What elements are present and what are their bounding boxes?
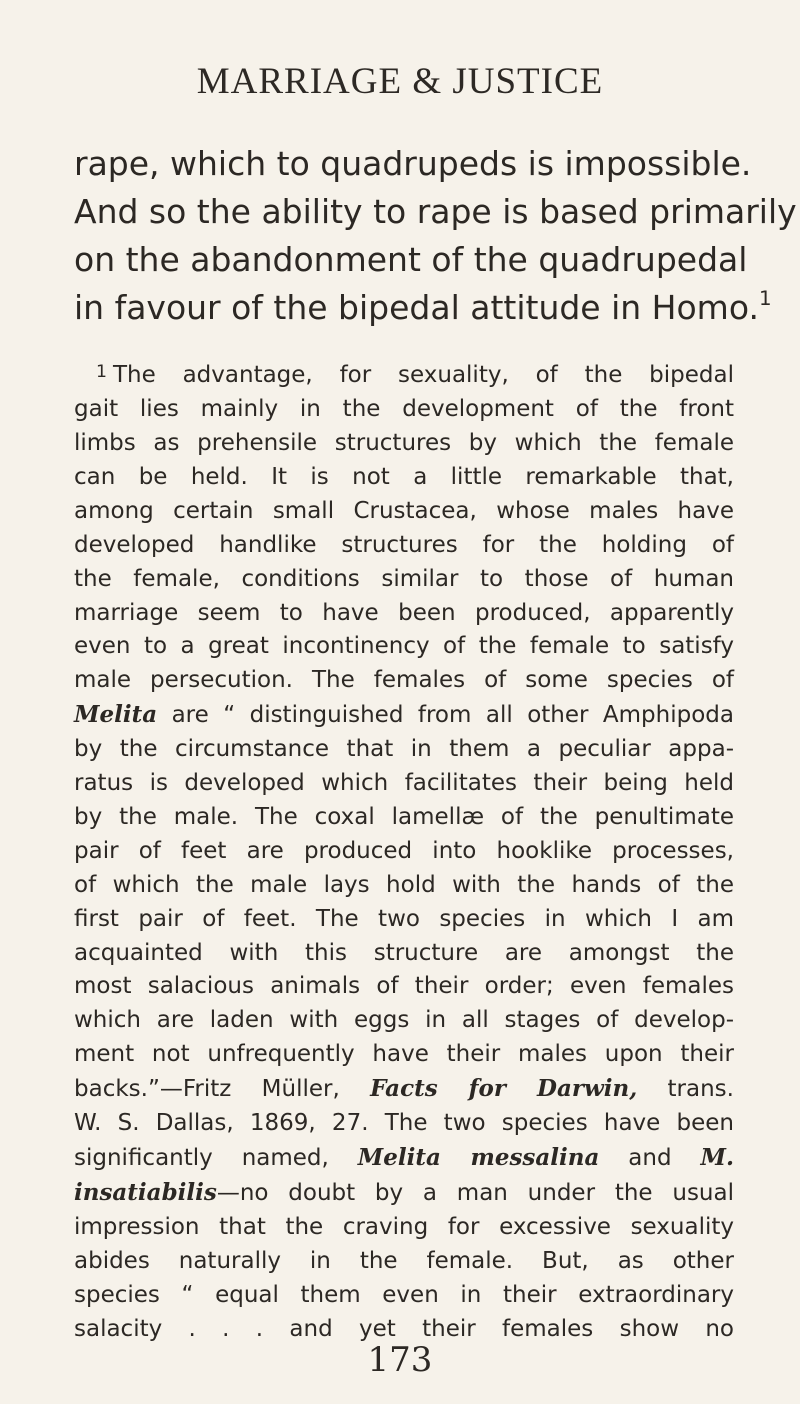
page-number: 173 [367, 1340, 433, 1380]
footnote-line: marriage seem to have been produced, apparently [74, 599, 734, 626]
footnote-line [74, 1141, 734, 1176]
footnote-line [74, 698, 734, 733]
footnote-mark: 1 [96, 362, 107, 382]
italic-book-title: Facts for Darwin, [370, 1075, 638, 1103]
footnote-text: significantly named, [74, 1145, 358, 1172]
italic-genus-name: Melita [74, 701, 158, 729]
footnote-line: limbs as prehensile structures by which the female [74, 429, 734, 456]
footnote-text: trans. [637, 1076, 734, 1103]
footnote-line: species “ equal them even in their extraordinary [74, 1281, 734, 1308]
footnote-reference: 1 [758, 287, 772, 311]
italic-species-name: Melita messalina [357, 1144, 600, 1172]
footnote-line: can be held. It is not a little remarkable that, [74, 463, 734, 490]
footnote-line: which are laden with eggs in all stages of develop- [74, 1007, 734, 1034]
body-line: on the abandonment of the quadrupedal [74, 240, 748, 279]
body-line: rape, which to quadrupeds is impossible. [74, 144, 752, 183]
footnote-text: are “ distinguished from all other Amphipoda [157, 702, 734, 729]
footnote-line: gait lies mainly in the development of the front [74, 396, 734, 423]
footnote-line: pair of feet are produced into hooklike processes, [74, 837, 734, 864]
footnote-line: salacity . . . and yet their females show no [74, 1315, 734, 1342]
body-line [74, 284, 772, 332]
body-paragraph [74, 140, 797, 332]
footnote-text: —no doubt by a man under the usual [216, 1179, 734, 1206]
footnote [74, 356, 734, 1346]
body-line-text: in favour of the bipedal attitude in Homo. [74, 288, 759, 327]
footnote-line: developed handlike structures for the holding of [74, 531, 734, 558]
footnote-line: ment not unfrequently have their males upon their [74, 1041, 734, 1068]
footnote-line: acquainted with this structure are amongst the [74, 939, 734, 966]
running-head: MARRIAGE & JUSTICE [196, 61, 604, 102]
footnote-line: ratus is developed which facilitates their being held [74, 770, 734, 797]
footnote-line: W. S. Dallas, 1869, 27. The two species have been [74, 1110, 734, 1137]
footnote-text: The advantage, for sexuality, of the bipedal [112, 362, 734, 389]
footnote-line: by the male. The coxal lamellæ of the penultimate [74, 803, 734, 830]
footnote-line: male persecution. The females of some species of [74, 667, 734, 694]
footnote-line: impression that the craving for excessive sexuality [74, 1213, 734, 1240]
footnote-line: of which the male lays hold with the hands of the [74, 871, 734, 898]
body-line: And so the ability to rape is based primarily [74, 192, 797, 231]
footnote-line: even to a great incontinency of the female to satisfy [74, 633, 734, 660]
footnote-line: most salacious animals of their order; even females [74, 973, 734, 1000]
footnote-line: the female, conditions similar to those of human [74, 565, 734, 592]
footnote-line [74, 1072, 734, 1107]
footnote-line [74, 1176, 734, 1211]
footnote-line: abides naturally in the female. But, as other [74, 1247, 734, 1274]
footnote-text: backs.”—Fritz Müller, [74, 1076, 371, 1103]
footnote-line: among certain small Crustacea, whose males have [74, 497, 734, 524]
footnote-line [74, 356, 734, 393]
italic-genus-abbrev: M. [700, 1144, 734, 1172]
footnote-line: first pair of feet. The two species in which I am [74, 905, 734, 932]
footnote-text: and [599, 1145, 701, 1172]
footnote-line: by the circumstance that in them a peculiar appa- [74, 736, 734, 763]
italic-species-name: insatiabilis [74, 1178, 217, 1206]
